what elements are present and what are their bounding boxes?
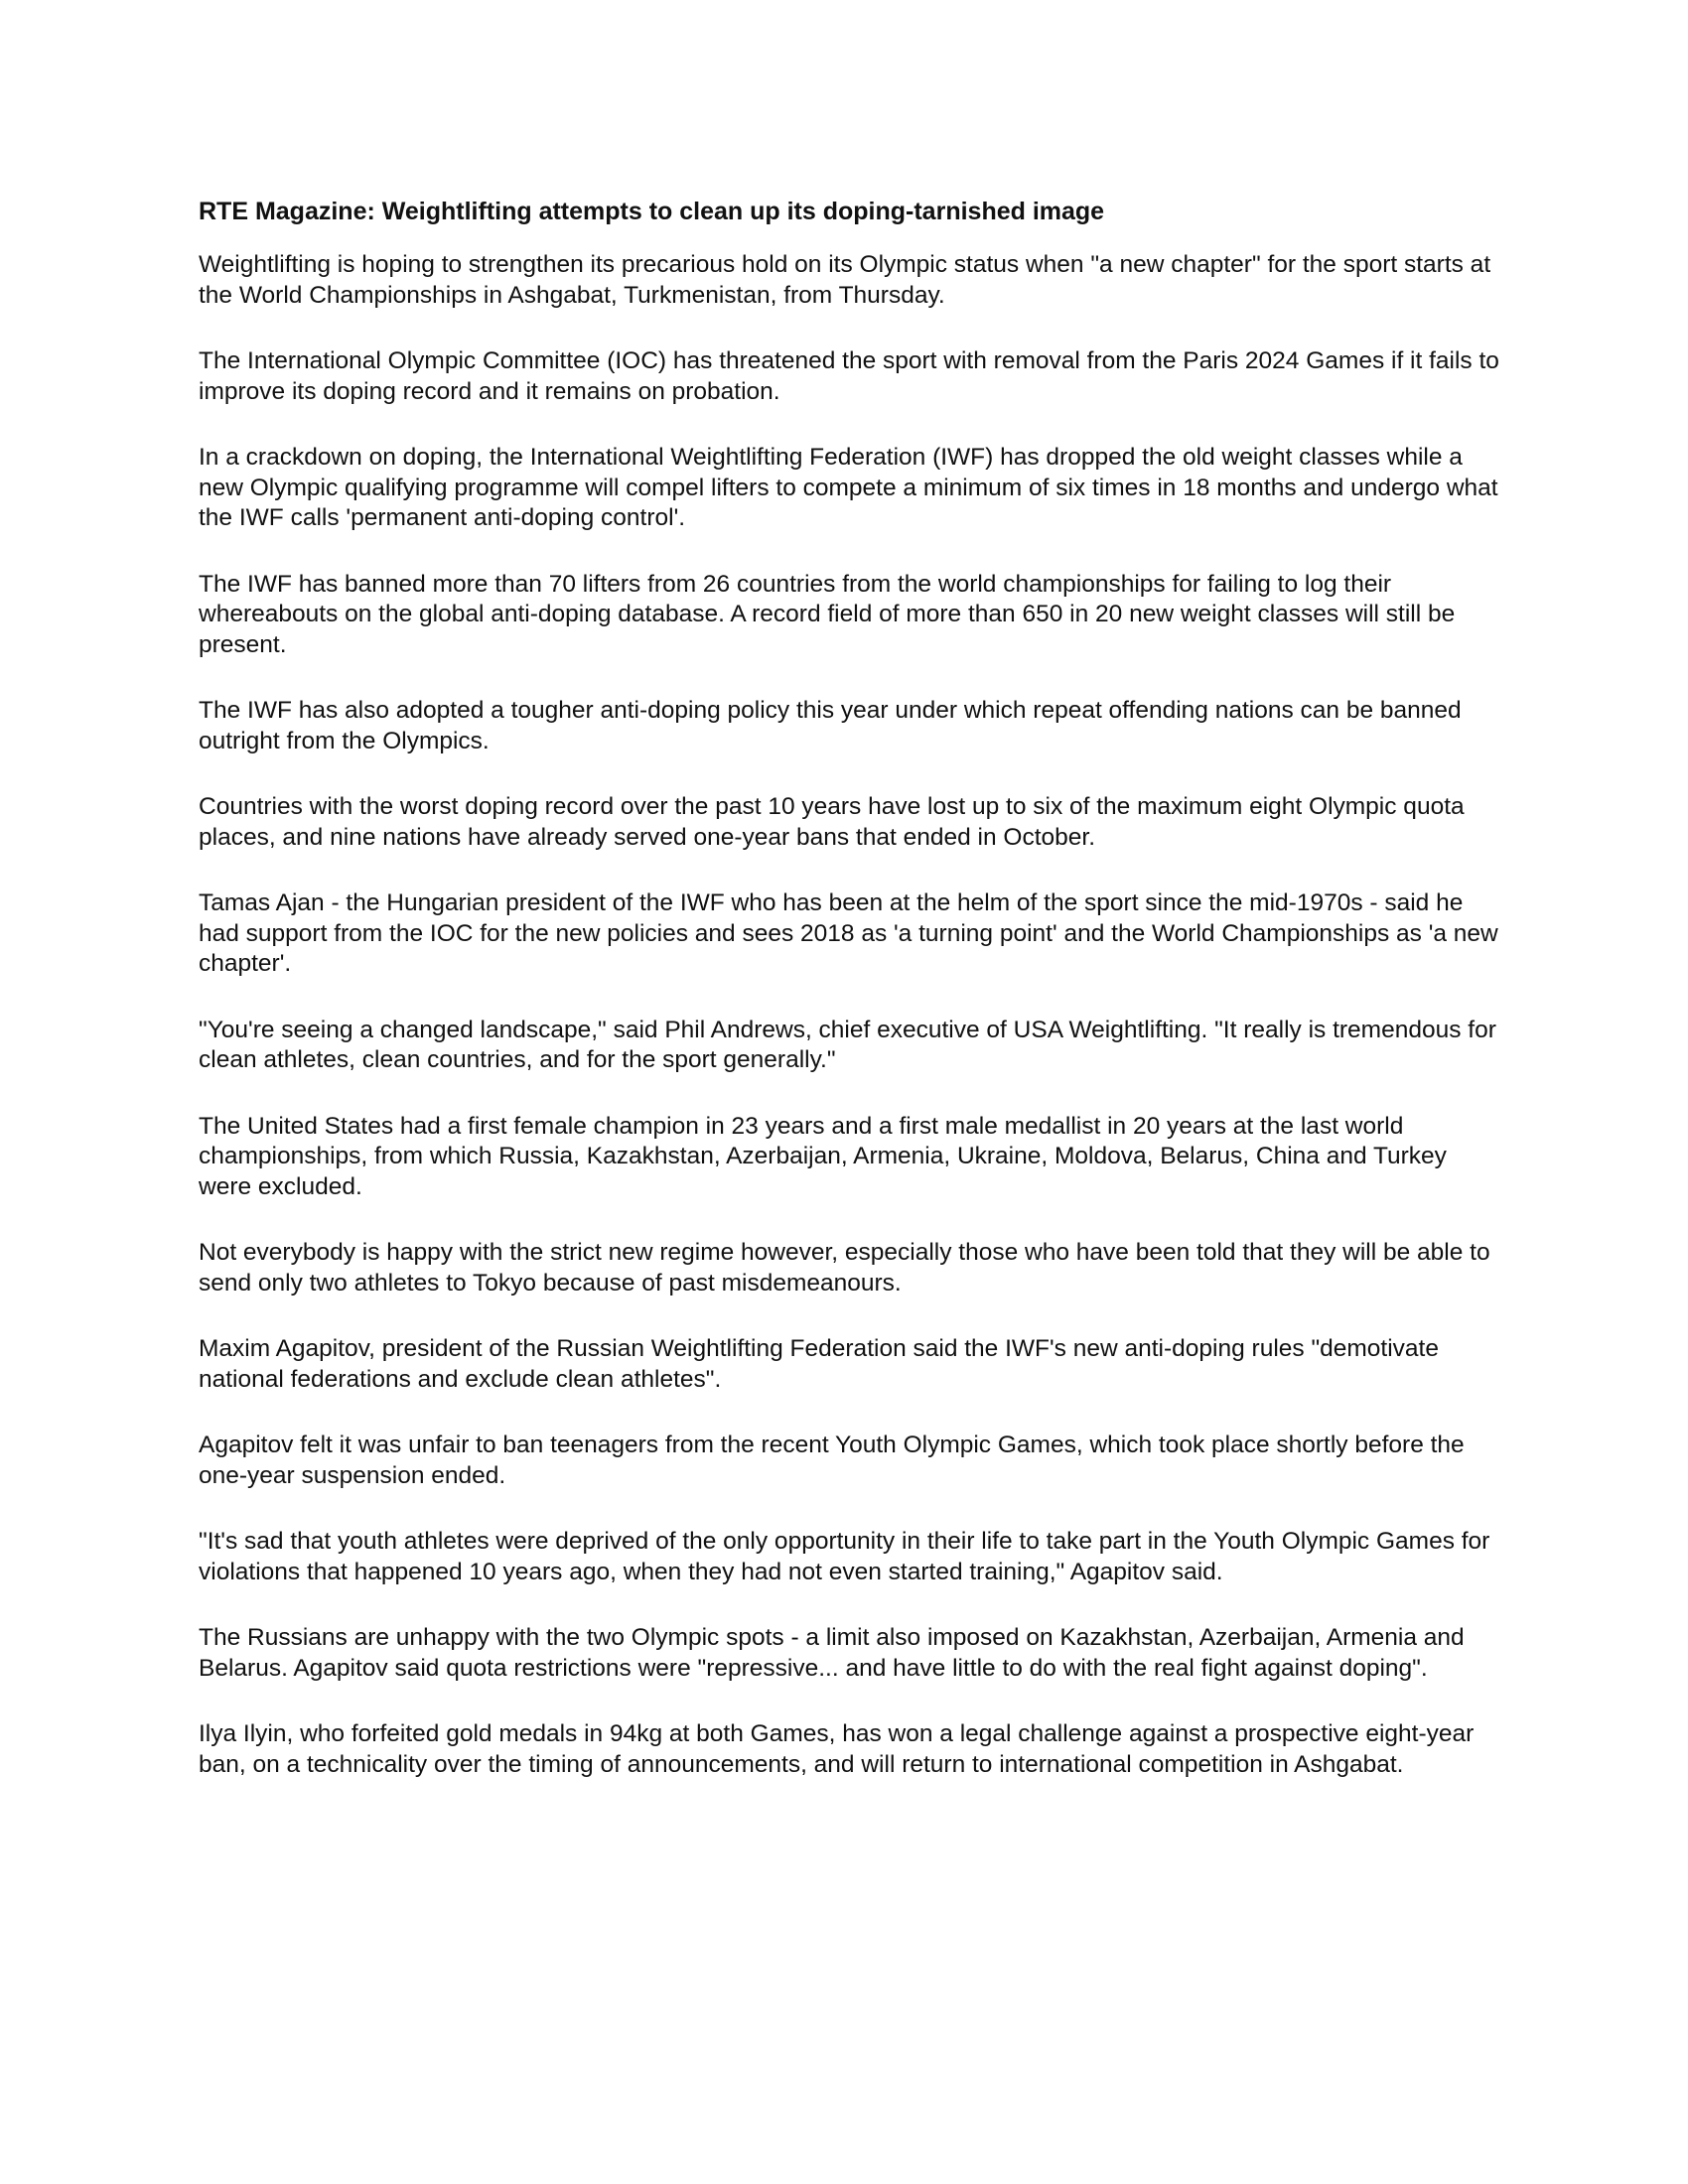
article-paragraph: Tamas Ajan - the Hungarian president of the IWF who has been at the helm of the sport since the mid-1970s - said he had support from the IOC for the new policies and sees 2018 as 'a turning point' and the World Championships as 'a new chapter'.	[199, 889, 1498, 977]
article-paragraph: The IWF has also adopted a tougher anti-doping policy this year under which repeat offending nations can be banned outright from the Olympics.	[199, 697, 1462, 754]
article-paragraph: Countries with the worst doping record over the past 10 years have lost up to six of the maximum eight Olympic quota places, and nine nations have already served one-year bans that ended in October.	[199, 793, 1465, 851]
article-paragraph: The IWF has banned more than 70 lifters from 26 countries from the world championships for failing to log their whereabouts on the global anti-doping database. A record field of more than 650 in 20 new weight classes will still be present.	[199, 570, 1456, 658]
article-paragraph: The United States had a first female champion in 23 years and a first male medallist in 20 years at the last world championships, from which Russia, Kazakhstan, Azerbaijan, Armenia, Ukraine, Moldova, Belarus, China and Turkey were excluded.	[199, 1112, 1447, 1200]
article-paragraph: Maxim Agapitov, president of the Russian Weightlifting Federation said the IWF's new anti-doping rules "demotivate national federations and exclude clean athletes".	[199, 1335, 1439, 1393]
article-paragraph: The International Olympic Committee (IOC) has threatened the sport with removal from the Paris 2024 Games if it fails to improve its doping record and it remains on probation.	[199, 347, 1499, 405]
article-paragraph: Ilya Ilyin, who forfeited gold medals in 94kg at both Games, has won a legal challenge against a prospective eight-year ban, on a technicality over the timing of announcements, and will return to international competition in Ashgabat.	[199, 1720, 1475, 1778]
article-paragraph: Not everybody is happy with the strict new regime however, especially those who have been told that they will be able to send only two athletes to Tokyo because of past misdemeanours.	[199, 1239, 1490, 1297]
article-paragraph: "You're seeing a changed landscape," said Phil Andrews, chief executive of USA Weightlifting. "It really is tremendous for clean athletes, clean countries, and for the sport generally."	[199, 1016, 1496, 1073]
article-headline: RTE Magazine: Weightlifting attempts to clean up its doping-tarnished image	[199, 198, 1105, 225]
article-paragraph: Agapitov felt it was unfair to ban teenagers from the recent Youth Olympic Games, which took place shortly before the one-year suspension ended.	[199, 1432, 1465, 1489]
article-paragraph: Weightlifting is hoping to strengthen its precarious hold on its Olympic status when "a new chapter" for the sport starts at the World Championships in Ashgabat, Turkmenistan, from Thursday.	[199, 251, 1491, 309]
article-paragraph: In a crackdown on doping, the International Weightlifting Federation (IWF) has dropped the old weight classes while a new Olympic qualifying programme will compel lifters to compete a minimum of six times in 18 months and undergo what the IWF calls 'permanent anti-doping control'.	[199, 444, 1498, 531]
article-paragraph: "It's sad that youth athletes were deprived of the only opportunity in their life to take part in the Youth Olympic Games for violations that happened 10 years ago, when they had not even started training," Agapitov said.	[199, 1528, 1490, 1585]
article-body	[199, 196, 1499, 1816]
article-paragraph: The Russians are unhappy with the two Olympic spots - a limit also imposed on Kazakhstan, Azerbaijan, Armenia and Belarus. Agapitov said quota restrictions were "repressive... and have little to do with the real fight against doping".	[199, 1624, 1465, 1682]
